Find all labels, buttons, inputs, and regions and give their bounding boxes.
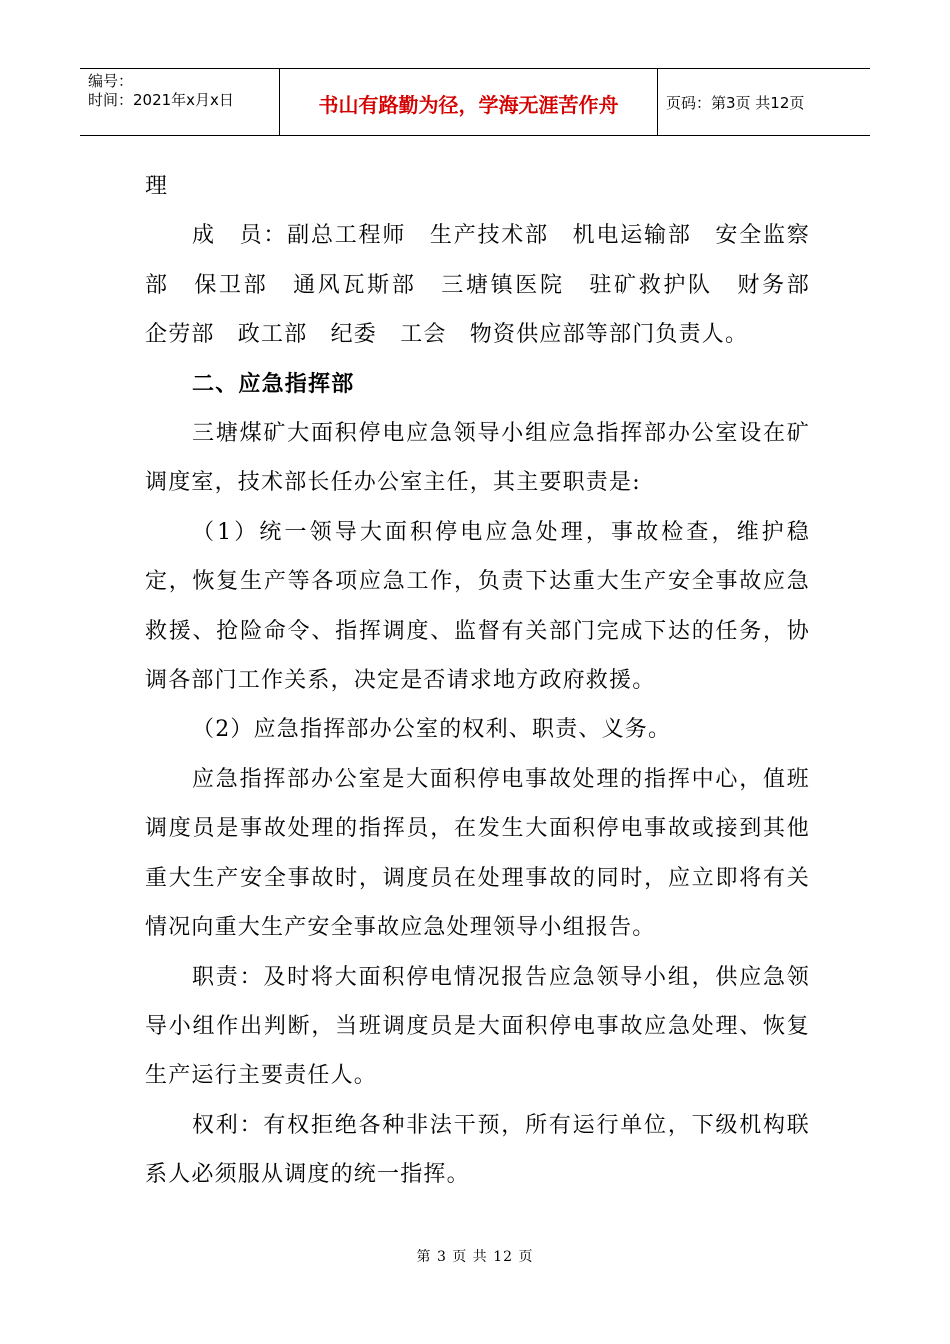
paragraph-duty-1: （1）统一领导大面积停电应急处理，事故检查，维护稳定，恢复生产等各项应急工作，负责下达重大生产安全事故应急救援、抢险命令、指挥调度、监督有关部门完成下达的任务，协调各部门工作关系，决定是否请求地方政府救援。 — [145, 519, 810, 694]
doc-number-label: 编号： — [88, 72, 134, 90]
page-footer: 第 3 页 共 12 页 — [416, 1249, 534, 1265]
header-page-info: 页码：第3页 共12页 — [666, 93, 805, 112]
paragraph-members: 成 员：副总工程师 生产技术部 机电运输部 安全监察部 保卫部 通风瓦斯部 三塘镇医院 驻矿救护队 财务部 企劳部 政工部 纪委 工会 物资供应部等部门负责人。 — [145, 223, 834, 348]
document-body — [145, 162, 834, 1200]
header-motto: 书山有路勤为径，学海无涯苦作舟 — [280, 69, 658, 135]
section-heading: 二、应急指挥部 — [192, 371, 355, 397]
paragraph-rights: 权利：有权拒绝各种非法干预，所有运行单位，下级机构联系人必须服从调度的统一指挥。 — [145, 1112, 810, 1188]
time-label: 时间：2021年x月x日 — [88, 91, 234, 109]
paragraph-office: 三塘煤矿大面积停电应急领导小组应急指挥部办公室设在矿调度室，技术部长任办公室主任，其主要职责是: — [145, 421, 810, 496]
page-header — [80, 68, 870, 136]
paragraph-responsibilities: 职责：及时将大面积停电情况报告应急领导小组，供应急领导小组作出判断，当班调度员是大面积停电事故应急处理、恢复生产运行主要责任人。 — [145, 964, 810, 1089]
paragraph-command-center: 应急指挥部办公室是大面积停电事故处理的指挥中心，值班调度员是事故处理的指挥员，在发生大面积停电事故或接到其他重大生产安全事故时，调度员在处理事故的同时，应立即将有关情况向重大生产安全事故应急处理领导小组报告。 — [145, 766, 810, 941]
header-meta — [80, 69, 280, 135]
paragraph-continuation: 理 — [145, 174, 169, 199]
paragraph-duty-2: （2）应急指挥部办公室的权利、职责、义务。 — [192, 717, 672, 743]
